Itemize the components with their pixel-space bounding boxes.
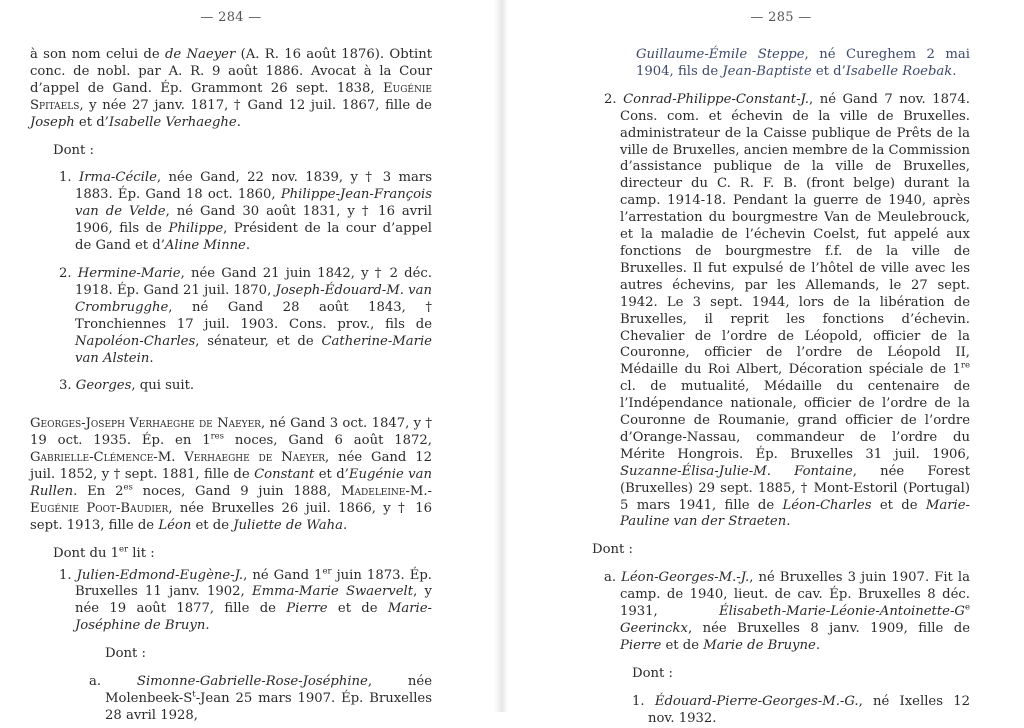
dont-label: Dont : [632,665,673,681]
left-page [30,10,432,725]
list-item: 2. Hermine-Marie, née Gand 21 juin 1842, y † 2 déc. 1918. Ép. Gand 21 juil. 1870, Joseph-Édouard-M. van Crombrugghe, né Gand 28 août 1843, † Tronchiennes 17 juil. 1903. Cons. prov., fils de Napoléon-Charles, sénateur, et de Catherine-Marie van Alstein. [59,265,432,366]
page-number-left: — 284 — [200,10,262,25]
dont-label: Dont du 1er lit : [53,544,155,561]
paragraph-continuation: à son nom celui de de Naeyer (A. R. 16 août 1876). Obtint conc. de nobl. par A. R. 9 août 1886. Avocat à la Cour d’appel de Gand. Ép. Grammont 26 sept. 1838, Eugénie Spitaels, y née 27 janv. 1817, † Gand 12 juil. 1867, fille de Joseph et d’Isabelle Verhaeghe. [30,47,432,130]
dont-label: Dont : [53,142,94,158]
paragraph-georges-joseph: Georges-Joseph Verhaeghe de Naeyer, né Gand 3 oct. 1847, y † 19 oct. 1935. Ép. en 1res noces, Gand 6 août 1872, Gabrielle-Clémence-M. Verhaeghe de Naeyer, née Gand 12 juil. 1852, y † sept. 1881, fille de Constant et d’Eugénie van Rullen. En $2^{es}$ noces, Gand 9 juin 1888, Madeleine-M.-Eugénie Poot-Baudier, née Bruxelles 26 juil. 1866, y † 16 sept. 1913, fille de Léon et de Juliette de Waha. [30,416,432,533]
dont-label: Dont : [105,646,146,662]
list-item: 1. Julien-Edmond-Eugène-J., né Gand 1er juin 1873. Ép. Bruxelles 11 janv. 1902, Emma-Marie Swaervelt, y née 19 août 1877, fille de Pierre et de Marie-Joséphine de Bruyn. [59,566,433,634]
list-item: 3. Georges, qui suit. [59,378,195,394]
right-page [592,10,970,728]
list-item: a. Simonne-Gabrielle-Rose-Joséphine, née Molenbeek-$S^t$-Jean 25 mars 1907. Ép. Bruxelles 28 avril 1928, [89,674,432,723]
page-number-right: — 285 — [750,10,812,25]
book-gutter [494,0,508,712]
list-item: 2. Conrad-Philippe-Constant-J., né Gand 7 nov. 1874. Cons. com. et échevin de la ville de Bruxelles. administrateur de la Caisse publique de Prêts de la ville de Bruxelles, ancien membre de la Commission d’assistance publique de la ville de Bruxelles, directeur du C. R. F. B. (front belge) durant la camp. 1914-18. Pendant la guerre de 1940, après l’arrestation du bourgmestre Van de Meulebrouck, et la maladie de l’échevin Coelst, fut appelé aux fonctions de bourgmestre f.f. de la ville de Bruxelles. Il fut expulsé de l’hôtel de ville avec les autres échevins, par les Allemands, le 27 sept. 1942. Le 3 sept. 1944, lors de la libération de Bruxelles, il reprit les fonctions d’échevin. Chevalier de l’ordre de Léopold, officier de la Couronne, officier de l’ordre de Léopold II, Médaille du Roi Albert, Décoration spéciale de 1re cl. de mutualité, Médaille du centenaire de l’Indépendance nationale, officier de l’ordre de la Couronne de Roumanie, grand officier de l’ordre d’Orange-Nassau, commandeur de l’ordre du Mérite Hongrois. Ép. Bruxelles 31 juil. 1906, Suzanne-Élisa-Julie-M. Fontaine, née Forest (Bruxelles) 29 sept. 1885, † Mont-Estoril (Portugal) 5 mars 1941, fille de Léon-Charles et de Marie-Pauline van der Straeten. [604,91,970,530]
paragraph-continuation: Guillaume-Émile Steppe, né Cureghem 2 mai 1904, fils de Jean-Baptiste et d’Isabelle Roebak. [636,47,970,79]
list-item: a. Léon-Georges-M.-J., né Bruxelles 3 juin 1907. Fit la camp. de 1940, lieut. de cav. Ép. Bruxelles 8 déc. 1931, Élisabeth-$Marie-Léonie-Antoinette-G^e$ Geerinckx, née Bruxelles 8 janv. 1909, fille de Pierre et de Marie de Bruyne. [604,570,970,653]
list-item: 1. Irma-Cécile, née Gand, 22 nov. 1839, y † 3 mars 1883. Ép. Gand 18 oct. 1860, Philippe-Jean-François van de Velde, né Gand 30 août 1831, y † 16 avril 1906, fils de Philippe, Président de la cour d’appel de Gand et d’Aline Minne. [59,170,432,254]
list-item: 1. Édouard-Pierre-Georges-M.-G., né Ixelles 12 nov. 1932. [632,693,970,726]
dont-label: Dont : [592,542,633,558]
